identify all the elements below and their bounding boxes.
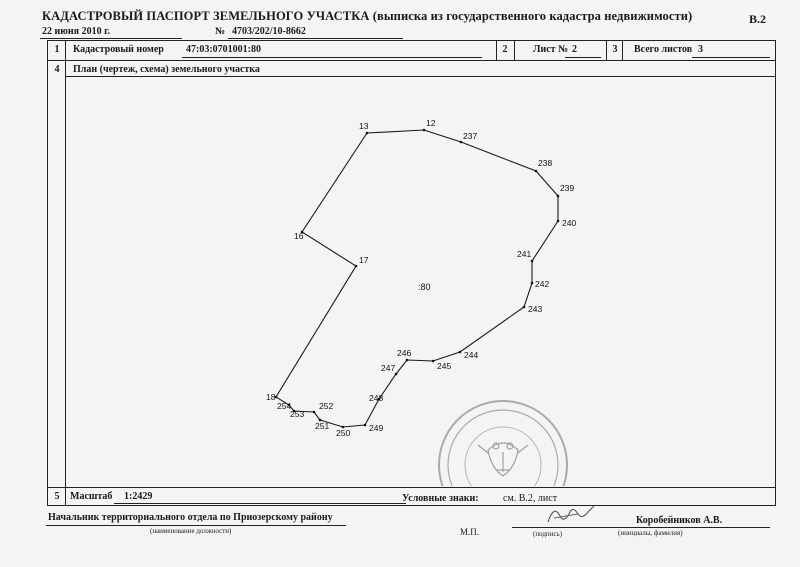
boundary-points — [266, 118, 576, 438]
parcel-label: :80 — [418, 282, 431, 292]
official-name: Коробейников А.В. — [636, 515, 723, 526]
row1-divider-d — [622, 40, 623, 60]
row5-top-line — [47, 487, 776, 488]
doc-number-label: № — [215, 26, 226, 37]
total-sheets-value: 3 — [698, 44, 703, 55]
boundary-point — [366, 132, 369, 135]
cadastral-underline — [182, 57, 482, 58]
point-label-250: 250 — [336, 428, 351, 438]
official-position: Начальник территориального отдела по Приозерскому району — [48, 512, 333, 523]
eagle-emblem-icon — [478, 443, 528, 476]
position-caption: (наименование должности) — [150, 527, 232, 535]
parcel-boundary — [276, 130, 558, 427]
row1-cell2-number: 2 — [502, 44, 508, 55]
boundary-point — [459, 351, 462, 354]
cadastral-label: Кадастровый номер — [73, 44, 164, 55]
point-label-16: 16 — [294, 231, 304, 241]
doc-number-underline — [228, 38, 403, 39]
position-underline — [46, 525, 346, 526]
signature-underline — [512, 527, 592, 528]
scale-value: 1:2429 — [124, 491, 153, 502]
boundary-point — [557, 195, 560, 198]
signature-caption: (подпись) — [533, 530, 563, 538]
point-label-239: 239 — [560, 183, 575, 193]
sheet-code: В.2 — [749, 12, 767, 26]
sheet-label: Лист № — [533, 44, 569, 55]
cadastral-number: 47:03:0701001:80 — [186, 44, 261, 55]
point-label-241: 241 — [517, 249, 532, 259]
row1-cell3-number: 3 — [612, 44, 618, 55]
doc-number: 4703/202/10-8662 — [232, 26, 306, 37]
boundary-point — [423, 129, 426, 132]
scale-underline — [114, 503, 406, 504]
point-label-12: 12 — [426, 118, 436, 128]
total-underline — [692, 57, 770, 58]
point-label-238: 238 — [538, 158, 553, 168]
point-label-254: 254 — [277, 401, 292, 411]
point-label-237: 237 — [463, 131, 478, 141]
handwritten-signature — [540, 498, 600, 528]
boundary-point — [355, 265, 358, 268]
boundary-point — [531, 282, 534, 285]
boundary-point — [557, 220, 560, 223]
date-underline — [40, 38, 182, 39]
point-label-13: 13 — [359, 121, 369, 131]
row1-number: 1 — [54, 44, 60, 55]
boundary-point — [531, 260, 534, 263]
point-label-249: 249 — [369, 423, 384, 433]
point-label-246: 246 — [397, 348, 412, 358]
point-label-243: 243 — [528, 304, 543, 314]
point-label-247: 247 — [381, 363, 396, 373]
row5-number: 5 — [54, 491, 60, 502]
sheet-value: 2 — [572, 44, 577, 55]
row4-number: 4 — [54, 64, 60, 75]
point-label-248: 248 — [369, 393, 384, 403]
point-label-244: 244 — [464, 350, 479, 360]
boundary-point — [406, 359, 409, 362]
point-label-242: 242 — [535, 279, 550, 289]
row1-bottom-line — [47, 60, 776, 61]
plan-label: План (чертеж, схема) земельного участка — [73, 64, 260, 75]
legend-label: Условные знаки: — [402, 493, 479, 504]
row1-divider-a — [496, 40, 497, 60]
boundary-point — [432, 360, 435, 363]
official-stamp — [439, 401, 567, 486]
point-label-253: 253 — [290, 409, 305, 419]
point-label-251: 251 — [315, 421, 330, 431]
point-label-245: 245 — [437, 361, 452, 371]
parcel-plan — [66, 77, 775, 486]
row1-divider-c — [606, 40, 607, 60]
point-label-252: 252 — [319, 401, 334, 411]
issue-date: 22 июня 2010 г. — [42, 26, 110, 37]
point-label-18: 18 — [266, 392, 276, 402]
total-sheets-label: Всего листов — [634, 44, 693, 55]
legend-value: см. В.2, лист — [503, 493, 558, 504]
boundary-point — [460, 141, 463, 144]
sheet-underline — [565, 57, 601, 58]
row1-divider-b — [514, 40, 515, 60]
boundary-point — [523, 306, 526, 309]
point-label-240: 240 — [562, 218, 577, 228]
scale-label: Масштаб — [70, 491, 113, 502]
point-label-17: 17 — [359, 255, 369, 265]
seal-place: М.П. — [460, 527, 480, 537]
boundary-point — [395, 373, 398, 376]
document-title: КАДАСТРОВЫЙ ПАСПОРТ ЗЕМЕЛЬНОГО УЧАСТКА (выписка из государственного кадастра недвижимости) — [42, 9, 693, 23]
boundary-point — [364, 424, 367, 427]
name-underline — [590, 527, 770, 528]
boundary-point — [535, 170, 538, 173]
boundary-point — [313, 411, 316, 414]
name-caption: (инициалы, фамилия) — [618, 529, 683, 537]
